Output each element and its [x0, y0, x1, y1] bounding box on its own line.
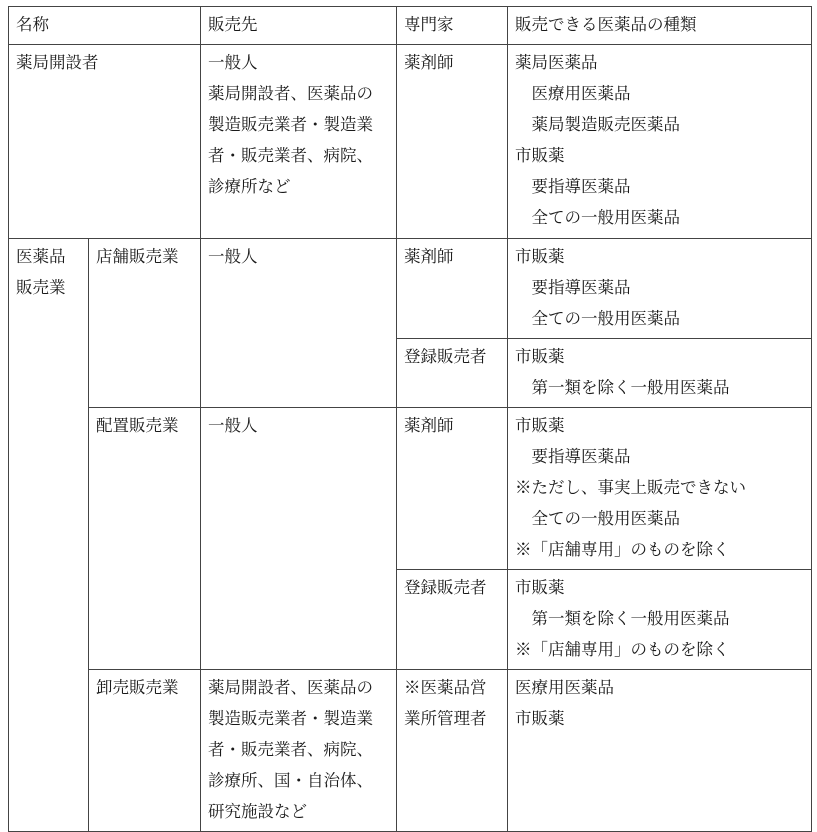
store-pharmacist-row — [9, 239, 812, 339]
placement-types-registered — [508, 570, 812, 670]
pharmacy-buyer-line: 薬局開設者、医薬品の — [208, 84, 373, 103]
wholesale-buyer-line: 薬局開設者、医薬品の — [208, 678, 373, 697]
pharmacy-buyer — [201, 45, 397, 239]
pharmacy-buyer-line: 製造販売業者・製造業 — [208, 115, 373, 134]
placement-expert-registered: 登録販売者 — [397, 570, 508, 670]
wholesale-buyer-line: 製造販売業者・製造業 — [208, 709, 373, 728]
header-expert: 専門家 — [397, 7, 508, 45]
drug-type-item: ※「店舗専用」のものを除く — [515, 640, 730, 659]
placement-name: 配置販売業 — [89, 408, 201, 670]
header-row — [9, 7, 812, 45]
pharmacy-types — [508, 45, 812, 239]
drug-type-item: 第一類を除く一般用医薬品 — [531, 378, 730, 397]
store-name: 店舗販売業 — [89, 239, 201, 408]
store-types-pharmacist — [508, 239, 812, 339]
seller-group-name — [9, 239, 89, 832]
placement-expert-pharmacist: 薬剤師 — [397, 408, 508, 570]
pharmacy-buyer-line: 診療所など — [208, 177, 291, 196]
drug-type-item: ※ただし、事実上販売できない — [515, 478, 746, 497]
wholesale-buyer-line: 研究施設など — [208, 802, 307, 821]
wholesale-expert-line: ※医薬品営 — [404, 678, 487, 697]
pharmacy-expert: 薬剤師 — [397, 45, 508, 239]
header-buyer: 販売先 — [201, 7, 397, 45]
drug-type-item: 第一類を除く一般用医薬品 — [531, 609, 730, 628]
header-types: 販売できる医薬品の種類 — [508, 7, 812, 45]
drug-type-item: 市販薬 — [515, 578, 565, 597]
wholesale-types — [508, 670, 812, 832]
pharmacy-buyer-line: 者・販売業者、病院、 — [208, 146, 373, 165]
wholesale-buyer-line: 者・販売業者、病院、 — [208, 740, 373, 759]
wholesale-row — [9, 670, 812, 832]
pharmacy-row — [9, 45, 812, 239]
drug-type-item: 要指導医薬品 — [531, 278, 631, 297]
drug-type-item: 市販薬 — [515, 709, 565, 728]
drug-type-item: 全ての一般用医薬品 — [531, 309, 680, 328]
drug-type-item: 薬局製造販売医薬品 — [531, 115, 680, 134]
wholesale-expert-line: 業所管理者 — [404, 709, 487, 728]
seller-group-name-line: 医薬品 — [16, 247, 66, 266]
wholesale-buyer — [201, 670, 397, 832]
drug-seller-table — [8, 6, 812, 832]
drug-type-item: 薬局医薬品 — [515, 53, 598, 72]
drug-type-item: 全ての一般用医薬品 — [531, 509, 680, 528]
seller-group-name-line: 販売業 — [16, 278, 66, 297]
drug-type-item: 医療用医薬品 — [515, 678, 614, 697]
store-types-registered — [508, 339, 812, 408]
pharmacy-name: 薬局開設者 — [9, 45, 201, 239]
placement-types-pharmacist — [508, 408, 812, 570]
drug-type-item: 医療用医薬品 — [531, 84, 631, 103]
store-buyer: 一般人 — [201, 239, 397, 408]
store-expert-registered: 登録販売者 — [397, 339, 508, 408]
drug-type-item: 市販薬 — [515, 146, 565, 165]
drug-type-item: 全ての一般用医薬品 — [531, 208, 680, 227]
placement-buyer: 一般人 — [201, 408, 397, 670]
header-name: 名称 — [9, 7, 201, 45]
drug-type-item: 市販薬 — [515, 347, 565, 366]
drug-type-item: ※「店舗専用」のものを除く — [515, 540, 730, 559]
wholesale-name: 卸売販売業 — [89, 670, 201, 832]
placement-pharmacist-row — [9, 408, 812, 570]
drug-type-item: 市販薬 — [515, 247, 565, 266]
wholesale-expert — [397, 670, 508, 832]
drug-type-item: 要指導医薬品 — [531, 177, 631, 196]
wholesale-buyer-line: 診療所、国・自治体、 — [208, 771, 373, 790]
drug-type-item: 市販薬 — [515, 416, 565, 435]
drug-type-item: 要指導医薬品 — [531, 447, 631, 466]
pharmacy-buyer-line: 一般人 — [208, 53, 258, 72]
store-expert-pharmacist: 薬剤師 — [397, 239, 508, 339]
